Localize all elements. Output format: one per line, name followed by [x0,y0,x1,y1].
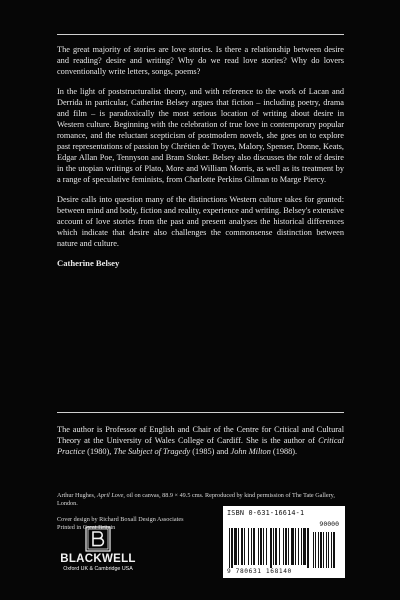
blackwell-b-icon [85,526,111,552]
publisher-locations: Oxford UK & Cambridge USA [63,566,133,572]
barcode-addon-bar [313,532,314,568]
blurb [57,44,344,269]
barcode-bar [258,528,259,565]
artist-name: Arthur Hughes, [57,492,98,499]
barcode-bar [273,528,274,565]
barcode-label [223,506,345,578]
barcode-bar [251,528,252,565]
barcode-bar [266,528,267,565]
barcode-bar [253,528,255,565]
barcode-addon-bar [326,532,327,568]
barcode-bar [307,528,309,568]
barcode-bar [279,528,280,565]
printed-line: Printed in Great Britain [57,524,116,531]
book-title-subject-of-tragedy: The Subject of Tragedy [113,447,191,456]
barcode-bar [303,528,306,565]
bio-text-3: (1985) and [190,447,231,456]
book-title-critical-practice: Critical Practice [57,436,344,456]
barcode-bar [229,528,230,568]
ean-digits: 9 780631 168140 [227,568,292,575]
author-name: Catherine Belsey [57,258,120,268]
barcode-addon-bar [320,532,322,568]
barcode-bar [291,528,294,565]
author-bio [57,424,344,457]
barcode-addon-bar [315,532,316,568]
price-addon-code: 90000 [319,520,339,528]
publisher-logo [53,526,143,572]
artwork-title: April Love [97,492,124,499]
bio-divider [57,412,344,413]
barcode-addon-bar [318,532,319,568]
top-divider [57,34,344,35]
barcode-bar [263,528,264,565]
barcode-addon-bar [331,532,332,568]
publisher-name: BLACKWELL [60,553,136,565]
isbn-number: ISBN 0-631-16614-1 [227,509,305,517]
barcode-bar [241,528,243,565]
barcode-addon-bar [323,532,324,568]
barcode-bar [288,528,289,565]
barcode-bars [229,528,339,568]
barcode-bar [283,528,284,565]
barcode-bar [295,528,296,565]
blurb-paragraph-2: In the light of poststructuralist theory, and with reference to the work of Lacan and Derrida in particular, Catherine Belsey argues that fiction – including poetry, drama and film – is paradoxically the most serious location of writing about desire in Western culture. Beginning with the celebration of true love in contemporary popular romance, and the reluctant scepticism of postmodern novels, she goes on to explore past representations of passion by Chrétien de Troyes, Malory, Spenser, Donne, Keats, Edgar Allan Poe, Tennyson and Bram Stoker. Belsey also discusses the role of desire in the utopian writings of Plato, More and William Morris, as well as its treatment by a range of speculative feminists, from Charlotte Perkins Gilman to Marge Piercy. [57,87,344,184]
blurb-paragraph-1: The great majority of stories are love stories. Is there a relationship between desire and reading? desire and writing? Why do we read love stories? Why do lovers conventionally write letters, songs, poems? [57,45,344,76]
barcode-bar [231,528,233,568]
artwork-details: , oil on canvas, 88.9 × 49.5 cms. Reproduced by kind permission of The Tate Gallery, London. [57,492,335,507]
book-title-john-milton: John Milton [230,447,271,456]
blurb-paragraph-3: Desire calls into question many of the distinctions Western culture takes for granted: between mind and body, fiction and reality, experience and writing. Belsey's extensive account of love stories from the past and present analyses the historical differences which indicate that desire also challenges the commonsense distinction between nature and culture. [57,195,344,248]
barcode-addon-bar [328,532,329,568]
barcode-bar [298,528,299,565]
barcode-bar [238,528,239,565]
cover-design-line: Cover design by Richard Boxall Design Associates [57,516,184,523]
bio-text-4: (1988). [270,447,298,456]
bio-text-1: The author is Professor of English and Chair of the Centre for Critical and Cultural Theory at the University of Wales College of Cardiff. She is the author of [57,425,344,445]
barcode-bar [275,528,277,565]
barcode-bar [248,528,249,565]
barcode-addon-bar [333,532,335,568]
barcode-bar [270,528,272,568]
barcode-bar [244,528,245,565]
barcode-bar [285,528,287,565]
barcode-bar [301,528,302,565]
bio-text-2: (1980), [85,447,114,456]
barcode-bar [234,528,237,565]
barcode-bar [260,528,262,565]
